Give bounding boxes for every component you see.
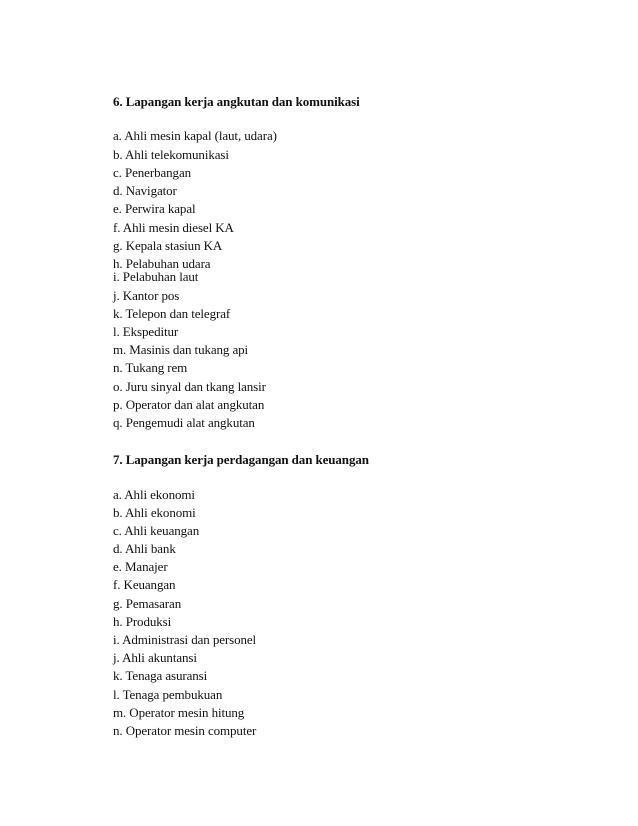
list-item: a. Ahli ekonomi (113, 487, 195, 502)
list-item: o. Juru sinyal dan tkang lansir (113, 379, 266, 394)
list-item: e. Perwira kapal (113, 201, 196, 216)
list-item: j. Kantor pos (113, 288, 180, 303)
list-item: h. Pelabuhan udara (113, 256, 211, 271)
list-item: a. Ahli mesin kapal (laut, udara) (113, 128, 277, 143)
list-item: d. Ahli bank (113, 541, 176, 556)
list-item: j. Ahli akuntansi (113, 650, 197, 665)
section-7-heading: 7. Lapangan kerja perdagangan dan keuangan (113, 452, 369, 467)
list-item: c. Ahli keuangan (113, 523, 200, 538)
list-item: f. Ahli mesin diesel KA (113, 220, 234, 235)
list-item: k. Tenaga asuransi (113, 668, 208, 683)
list-item: g. Kepala stasiun KA (113, 238, 223, 253)
list-item: l. Tenaga pembukuan (113, 687, 223, 702)
list-item: q. Pengemudi alat angkutan (113, 415, 255, 430)
list-item: i. Administrasi dan personel (113, 632, 257, 647)
list-item: f. Keuangan (113, 577, 176, 592)
list-item: k. Telepon dan telegraf (113, 306, 231, 321)
list-item: p. Operator dan alat angkutan (113, 397, 265, 412)
list-item: n. Tukang rem (113, 360, 188, 375)
list-item: n. Operator mesin computer (113, 723, 257, 738)
list-item: e. Manajer (113, 559, 168, 574)
list-item: b. Ahli ekonomi (113, 505, 196, 520)
list-item: d. Navigator (113, 183, 177, 198)
list-item: h. Produksi (113, 614, 172, 629)
list-item: l. Ekspeditur (113, 324, 179, 339)
list-item: m. Operator mesin hitung (113, 705, 245, 720)
list-item: b. Ahli telekomunikasi (113, 147, 229, 162)
list-item: g. Pemasaran (113, 596, 182, 611)
list-item: i. Pelabuhan laut (113, 269, 199, 284)
section-6-heading: 6. Lapangan kerja angkutan dan komunikasi (113, 94, 360, 109)
list-item: c. Penerbangan (113, 165, 192, 180)
list-item: m. Masinis dan tukang api (113, 342, 249, 357)
